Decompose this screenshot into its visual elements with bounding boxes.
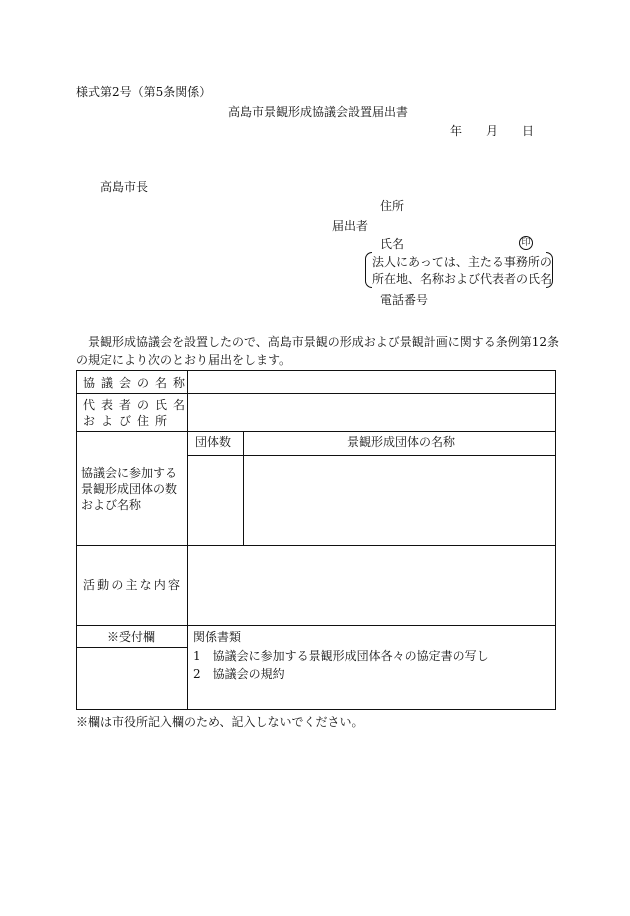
corporate-note-line2: 所在地、名称および代表者の氏名: [372, 272, 553, 286]
notifier-label: 届出者: [332, 219, 369, 233]
table-rule: [187, 371, 188, 709]
related-doc-item: [193, 650, 489, 662]
date-year-label: 年: [450, 124, 463, 138]
name-label: 氏名: [380, 237, 405, 251]
table-rule: [77, 625, 555, 626]
related-doc-text: 協議会に参加する景観形成団体各々の協定書の写し: [212, 649, 489, 663]
group-count-header: 団体数: [195, 435, 232, 449]
table-rule: [77, 647, 187, 648]
phone-label: 電話番号: [380, 293, 429, 307]
table-rule: [77, 545, 555, 546]
activity-label: 活動の主な内容: [83, 578, 183, 592]
corporate-note-left-bracket: [365, 252, 372, 288]
form-number: 様式第2号（第5条関係）: [76, 85, 212, 99]
corporate-note-right-bracket: [546, 252, 553, 288]
address-label: 住所: [380, 199, 405, 213]
corporate-note-line1: 法人にあっては、主たる事務所の: [372, 255, 552, 269]
date-day-label: 日: [522, 124, 535, 138]
table-rule: [243, 431, 244, 545]
date-month-label: 月: [486, 124, 499, 138]
footnote: ※欄は市役所記入欄のため、記入しないでください。: [76, 715, 364, 729]
application-table: [76, 370, 556, 710]
groups-label-line2: 景観形成団体の数: [81, 482, 178, 496]
reception-label: ※受付欄: [107, 630, 156, 644]
representative-label-line1: 代表者の氏名: [83, 398, 192, 412]
groups-label-line1: 協議会に参加する: [81, 466, 178, 480]
related-doc-text: 協議会の規約: [212, 667, 285, 681]
table-rule: [77, 431, 555, 432]
corporate-note: [365, 252, 553, 288]
addressee: 高島市長: [100, 180, 149, 194]
representative-label-line2: および住所: [83, 414, 174, 428]
groups-label-line3: および名称: [81, 498, 142, 512]
related-docs-label: 関係書類: [193, 630, 242, 644]
table-rule: [77, 393, 555, 394]
related-doc-item: [193, 668, 285, 680]
seal-mark: 印: [519, 236, 533, 250]
related-doc-number: 2: [193, 667, 201, 681]
date-line: [450, 125, 534, 137]
group-name-header: 景観形成団体の名称: [347, 435, 456, 449]
council-name-label: 協議会の名称: [83, 376, 192, 390]
body-text: 景観形成協議会を設置したので、高島市景観の形成および景観計画に関する条例第12条の規定により次のとおり届出をします。: [76, 335, 560, 367]
document-title: 高島市景観形成協議会設置届出書: [228, 105, 409, 119]
related-doc-number: 1: [193, 649, 201, 663]
